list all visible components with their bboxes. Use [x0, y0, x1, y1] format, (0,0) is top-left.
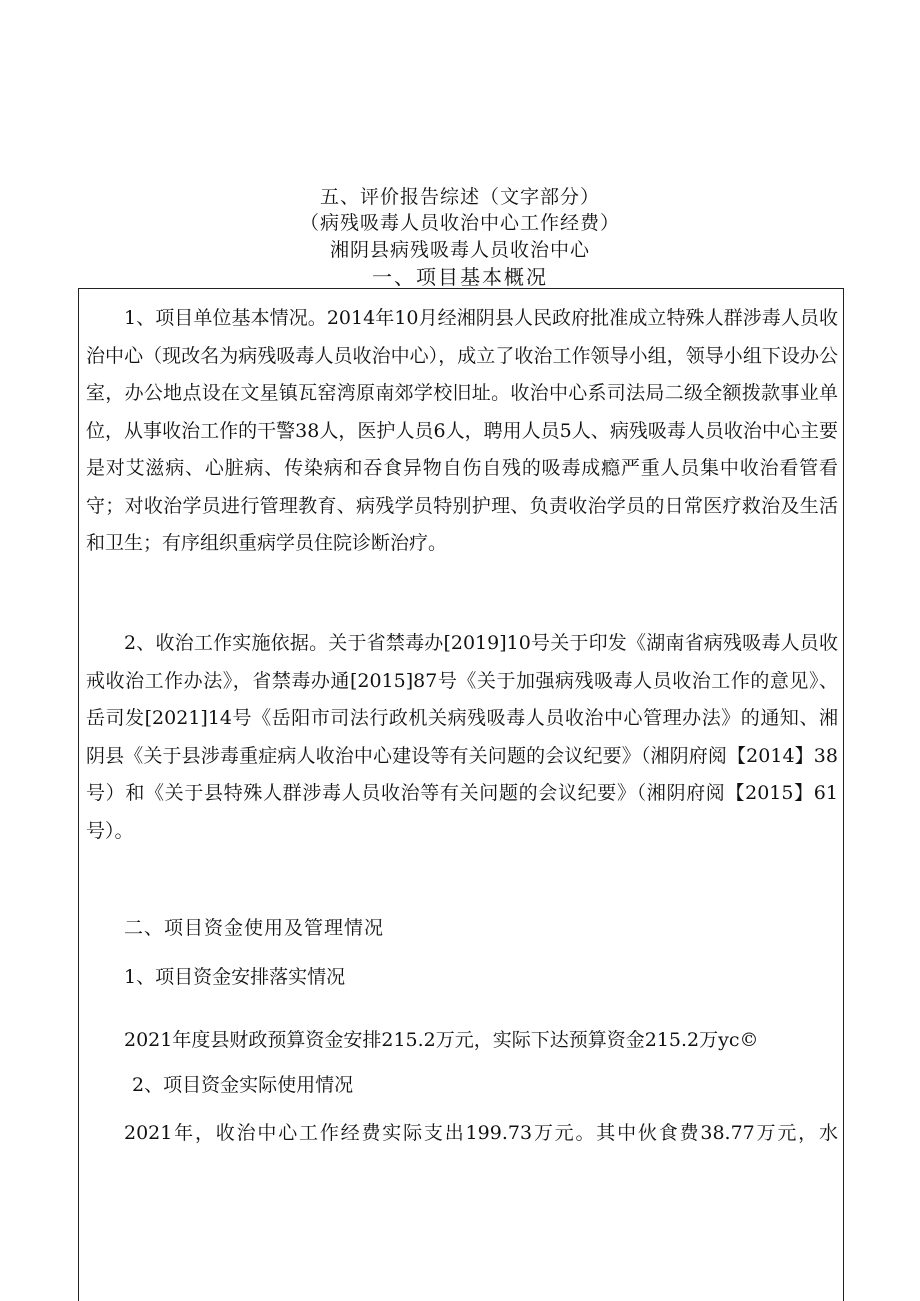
section1-heading: 一、项目基本概况	[372, 265, 548, 289]
report-title: 五、评价报告综述（文字部分）	[319, 186, 600, 208]
paragraph-unit-info: 1、项目单位基本情况。2014年10月经湘阴县人民政府批准成立特殊人群涉毒人员收治中心（现改名为病残吸毒人员收治中心），成立了收治工作领导小组，领导小组下设办公室，办公地点设在文星镇瓦窑湾原南郊学校旧址。收治中心系司法局二级全额拨款事业单位，从事收治工作的干警38人，医护人员6人，聘用人员5人、病残吸毒人员收治中心主要是对艾滋病、心脏病、传染病和吞食异物自伤自残的吸毒成瘾严重人员集中收治看管看守；对收治学员进行管理教育、病残学员特别护理、负责收治学员的日常医疗救治及生活和卫生；有序组织重病学员住院诊断治疗。	[86, 307, 838, 554]
funding-text: 2021年度县财政预算资金安排215.2万元，实际下达预算资金215.2万yc©	[124, 1029, 759, 1051]
section2-heading: 二、项目资金使用及管理情况	[124, 917, 385, 939]
subsection-funding-heading: 1、项目资金安排落实情况	[124, 966, 346, 988]
paragraph-basis: 2、收治工作实施依据。关于省禁毒办[2019]10号关于印发《湖南省病残吸毒人员收戒收治工作办法》，省禁毒办通[2015]87号《关于加强病残吸毒人员收治工作的意见》、岳司发[2021]14号《岳阳市司法行政机关病残吸毒人员收治中心管理办法》的通知、湘阴县《关于县涉毒重症病人收治中心建设等有关问题的会议纪要》（湘阴府阅【2014】38号）和《关于县特殊人群涉毒人员收治等有关问题的会议纪要》（湘阴府阅【2015】61号）。	[86, 632, 838, 842]
usage-text: 2021年，收治中心工作经费实际支出199.73万元。其中伙食费38.77万元，水	[124, 1122, 838, 1144]
organization-name: 湘阴县病残吸毒人员收治中心	[329, 239, 590, 261]
report-subtitle: （病残吸毒人员收治中心工作经费）	[299, 212, 620, 234]
subsection-usage-heading: 2、项目资金实际使用情况	[132, 1074, 354, 1096]
